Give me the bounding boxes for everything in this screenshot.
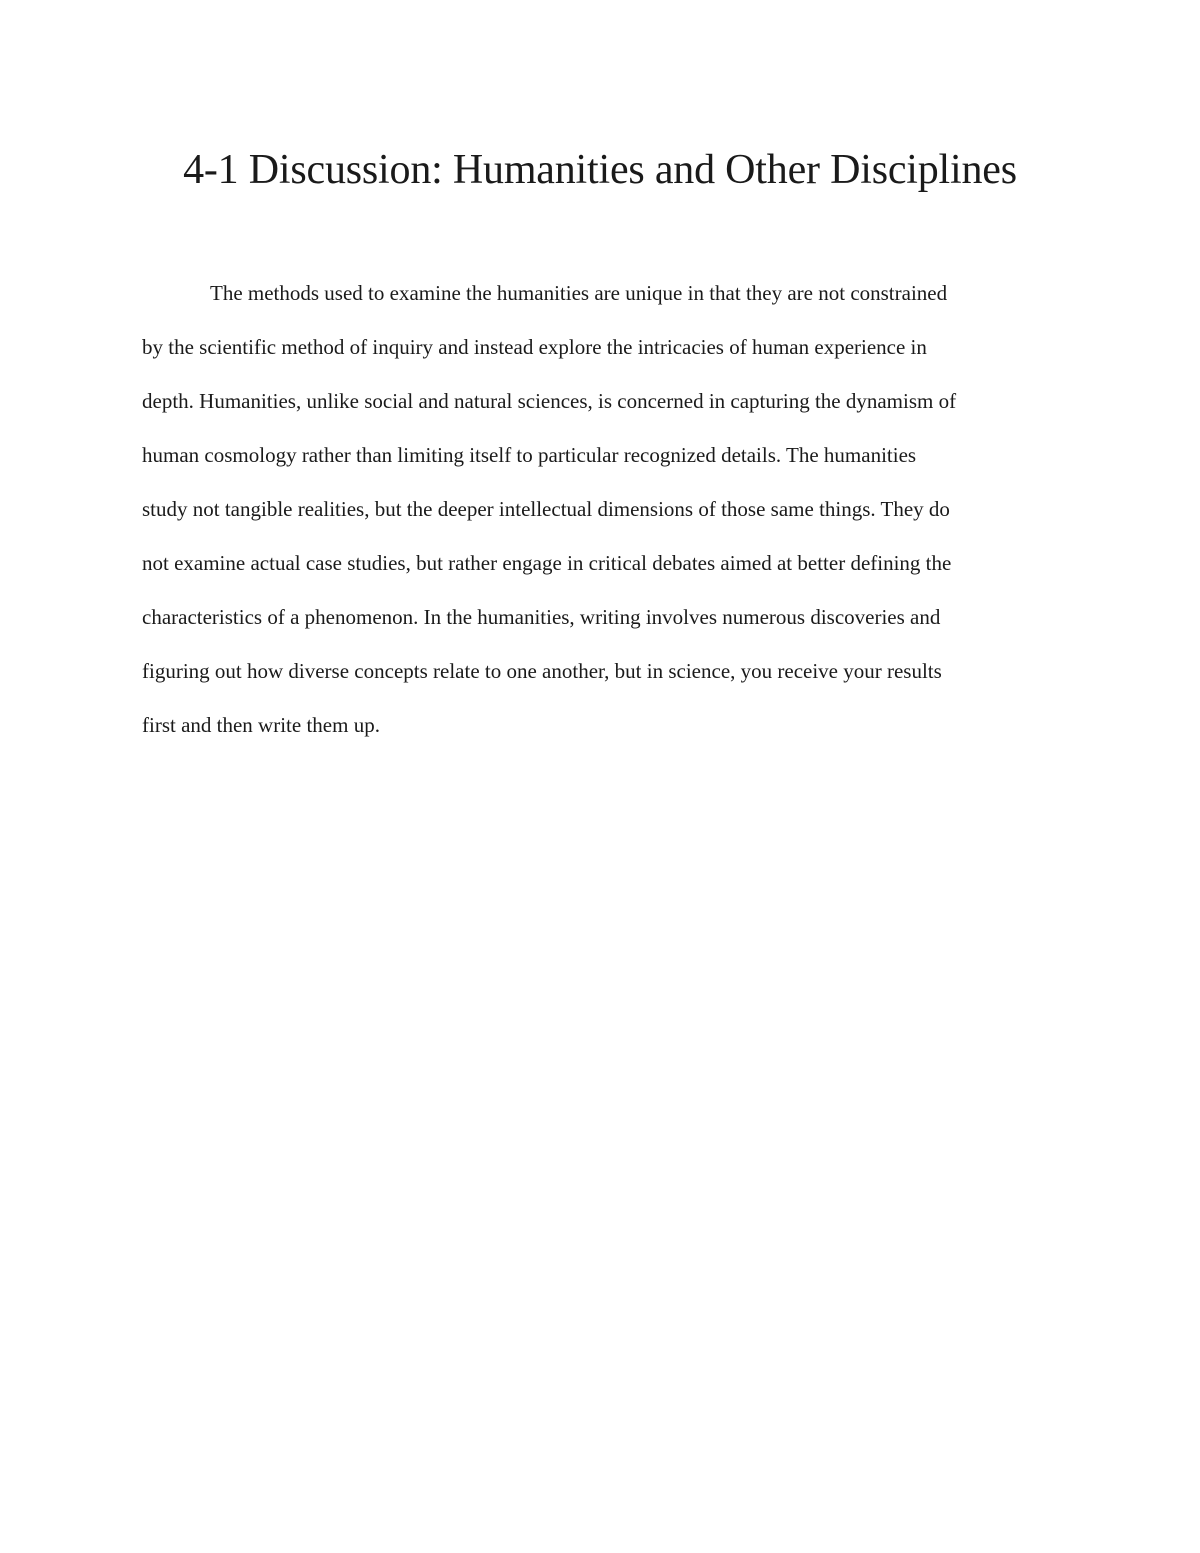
paragraph-line: depth. Humanities, unlike social and natural sciences, is concerned in capturing the dynamism of — [142, 389, 957, 413]
paragraph-line: not examine actual case studies, but rather engage in critical debates aimed at better defining the — [142, 551, 952, 575]
paragraph-line: characteristics of a phenomenon. In the humanities, writing involves numerous discoveries and — [142, 605, 941, 629]
paragraph-line: by the scientific method of inquiry and instead explore the intricacies of human experience in — [142, 335, 927, 359]
paragraph-line: first and then write them up. — [142, 713, 380, 737]
page-title: 4-1 Discussion: Humanities and Other Disciplines — [183, 147, 1017, 193]
paragraph-line: figuring out how diverse concepts relate to one another, but in science, you receive your results — [142, 659, 942, 683]
paragraph-line: study not tangible realities, but the deeper intellectual dimensions of those same things. They do — [142, 497, 950, 521]
paragraph-line: human cosmology rather than limiting itself to particular recognized details. The humanities — [142, 443, 917, 467]
paragraph-line: The methods used to examine the humanities are unique in that they are not constrained — [210, 281, 948, 305]
